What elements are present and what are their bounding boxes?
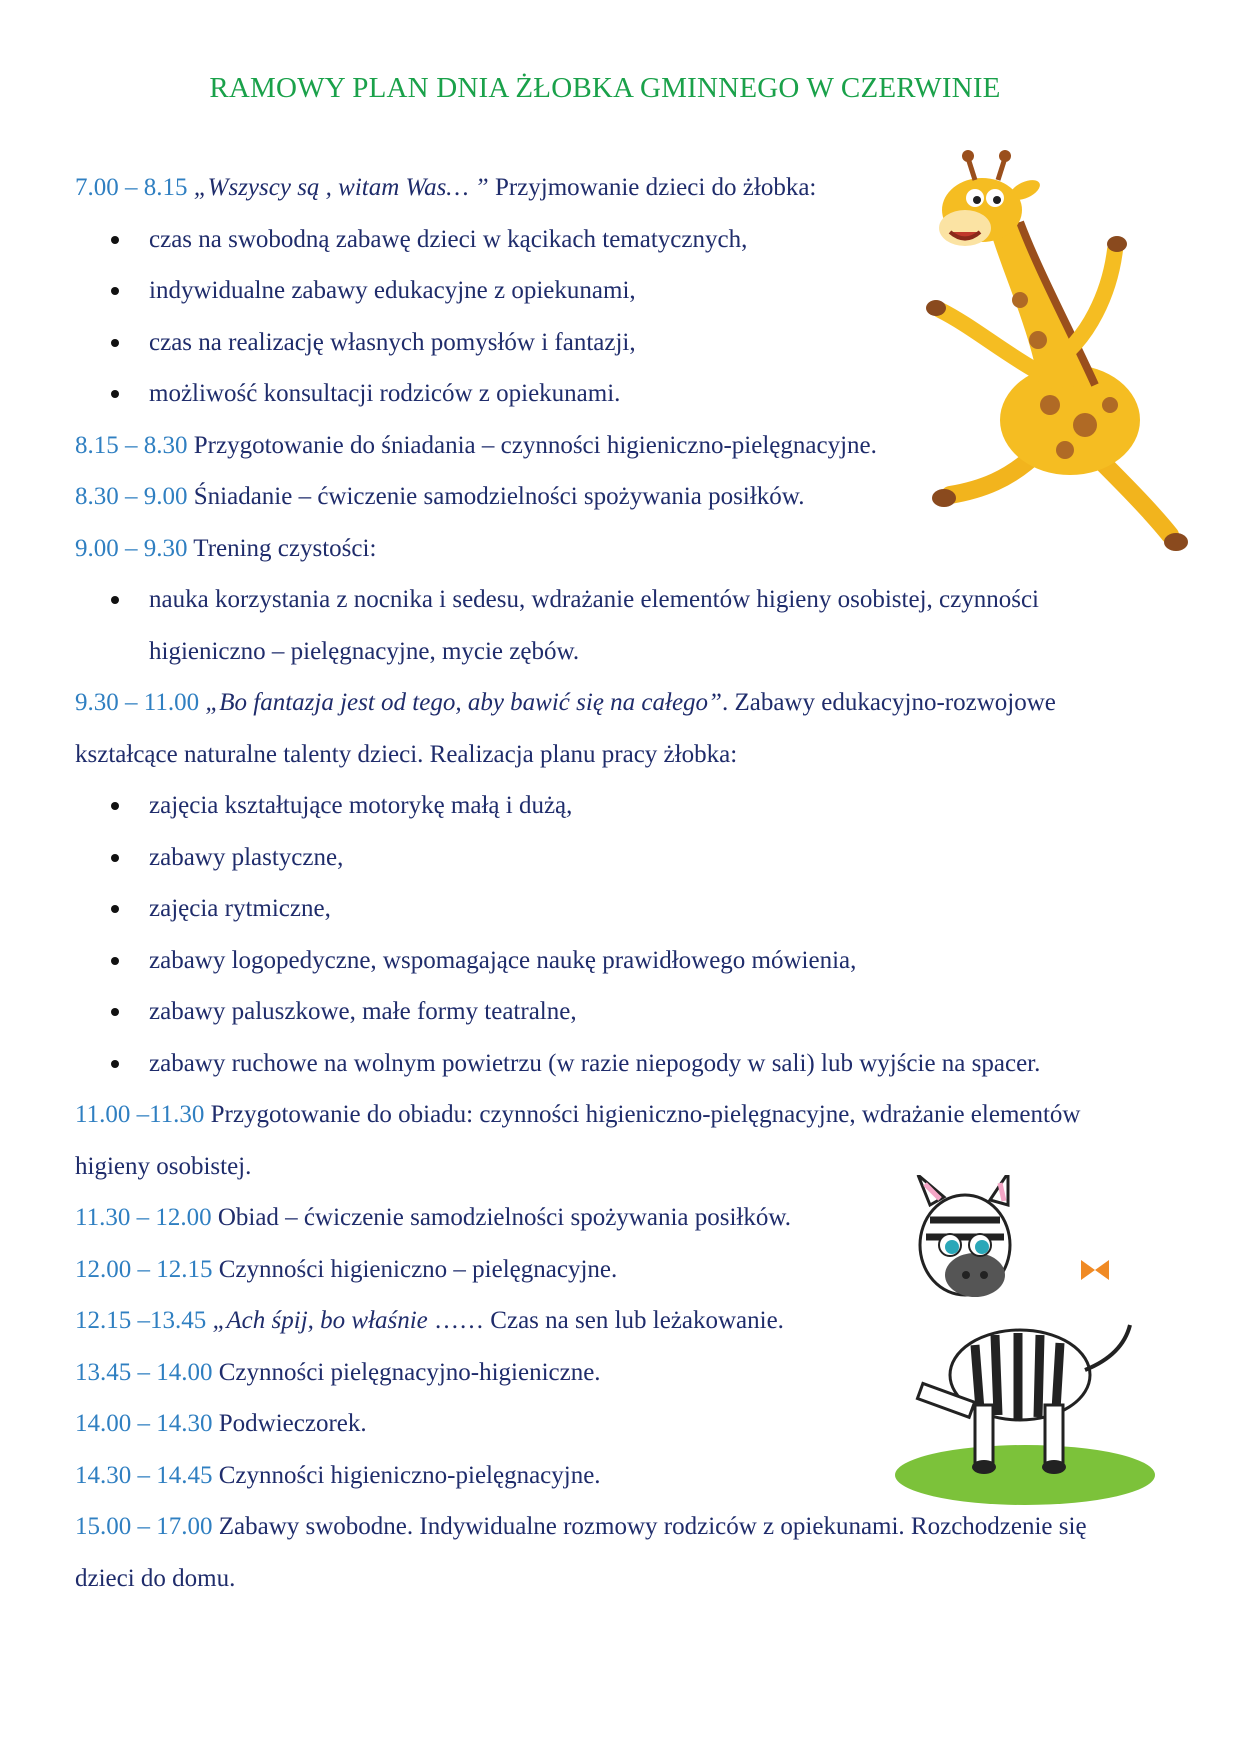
schedule-time: 14.00 – 14.30 <box>75 1410 213 1437</box>
schedule-description: Podwieczorek. <box>212 1410 367 1437</box>
schedule-description: Przygotowanie do obiadu: czynności higieniczno-pielęgnacyjne, wdrażanie elementów higieny osobistej. <box>75 1101 1081 1180</box>
schedule-description: Przyjmowanie dzieci do żłobka: <box>488 174 817 201</box>
giraffe-illustration <box>920 150 1220 560</box>
schedule-time: 9.30 – 11.00 <box>75 689 200 716</box>
schedule-description: Trening czystości: <box>187 534 377 562</box>
schedule-time: 12.15 –13.45 <box>75 1307 207 1334</box>
schedule-time: 11.00 –11.30 <box>75 1101 205 1128</box>
page-title: RAMOWY PLAN DNIA ŻŁOBKA GMINNEGO W CZERWINIE <box>209 72 1001 104</box>
schedule-entry <box>75 1501 1135 1604</box>
activity-list <box>75 780 1135 1089</box>
zebra-illustration <box>880 1175 1180 1515</box>
activity-item: zajęcia kształtujące motorykę małą i dużą, <box>75 780 1135 832</box>
activity-item: indywidualne zabawy edukacyjne z opiekunami, <box>75 265 1135 317</box>
activity-item: zabawy paluszkowe, małe formy teatralne, <box>75 986 1135 1038</box>
schedule-quote: „Wszyscy są , witam Was… ” <box>193 174 489 201</box>
activity-item: zajęcia rytmiczne, <box>75 883 1135 935</box>
schedule-entry <box>75 677 1135 780</box>
schedule-description: Czynności higieniczno – pielęgnacyjne. <box>212 1255 618 1283</box>
activity-item: zabawy ruchowe na wolnym powietrzu (w razie niepogody w sali) lub wyjście na spacer. <box>75 1038 1135 1090</box>
schedule-time: 8.30 – 9.00 <box>75 483 188 510</box>
activity-list <box>75 574 1135 677</box>
activity-item: możliwość konsultacji rodziców z opiekunami. <box>75 368 1135 420</box>
schedule-time: 12.00 – 12.15 <box>75 1255 213 1283</box>
schedule-time: 7.00 – 8.15 <box>75 174 188 201</box>
schedule-description: Śniadanie – ćwiczenie samodzielności spożywania posiłków. <box>187 483 805 510</box>
schedule-time: 11.30 – 12.00 <box>75 1204 212 1231</box>
schedule-description: Przygotowanie do śniadania – czynności higieniczno-pielęgnacyjne. <box>187 431 877 459</box>
activity-item: nauka korzystania z nocnika i sedesu, wdrażanie elementów higieny osobistej, czynności higieniczno – pielęgnacyjne, mycie zębów. <box>75 574 1135 677</box>
activity-item: zabawy plastyczne, <box>75 832 1135 884</box>
schedule-description: Czynności pielęgnacyjno-higieniczne. <box>212 1358 601 1386</box>
schedule-time: 13.45 – 14.00 <box>75 1358 213 1386</box>
schedule-time: 8.15 – 8.30 <box>75 431 188 459</box>
schedule-time: 9.00 – 9.30 <box>75 534 188 562</box>
schedule-quote: „Ach śpij, bo właśnie <box>212 1307 428 1334</box>
schedule-description: …… Czas na sen lub leżakowanie. <box>427 1307 784 1334</box>
schedule-description: Zabawy swobodne. Indywidualne rozmowy rodziców z opiekunami. Rozchodzenie się dzieci do domu. <box>75 1513 1087 1592</box>
schedule-description: Czynności higieniczno-pielęgnacyjne. <box>212 1461 601 1489</box>
activity-item: zabawy logopedyczne, wspomagające naukę prawidłowego mówienia, <box>75 935 1135 987</box>
schedule-time: 15.00 – 17.00 <box>75 1513 213 1540</box>
schedule-description: Obiad – ćwiczenie samodzielności spożywania posiłków. <box>211 1204 792 1231</box>
schedule-description: . Zabawy edukacyjno-rozwojowe kształcące naturalne talenty dzieci. Realizacja planu pracy żłobka: <box>75 689 1056 768</box>
schedule-quote: „Bo fantazja jest od tego, aby bawić się na całego” <box>205 689 722 716</box>
activity-item: czas na realizację własnych pomysłów i fantazji, <box>75 317 1135 369</box>
schedule-time: 14.30 – 14.45 <box>75 1461 213 1489</box>
activity-item: czas na swobodną zabawę dzieci w kącikach tematycznych, <box>75 214 1135 266</box>
